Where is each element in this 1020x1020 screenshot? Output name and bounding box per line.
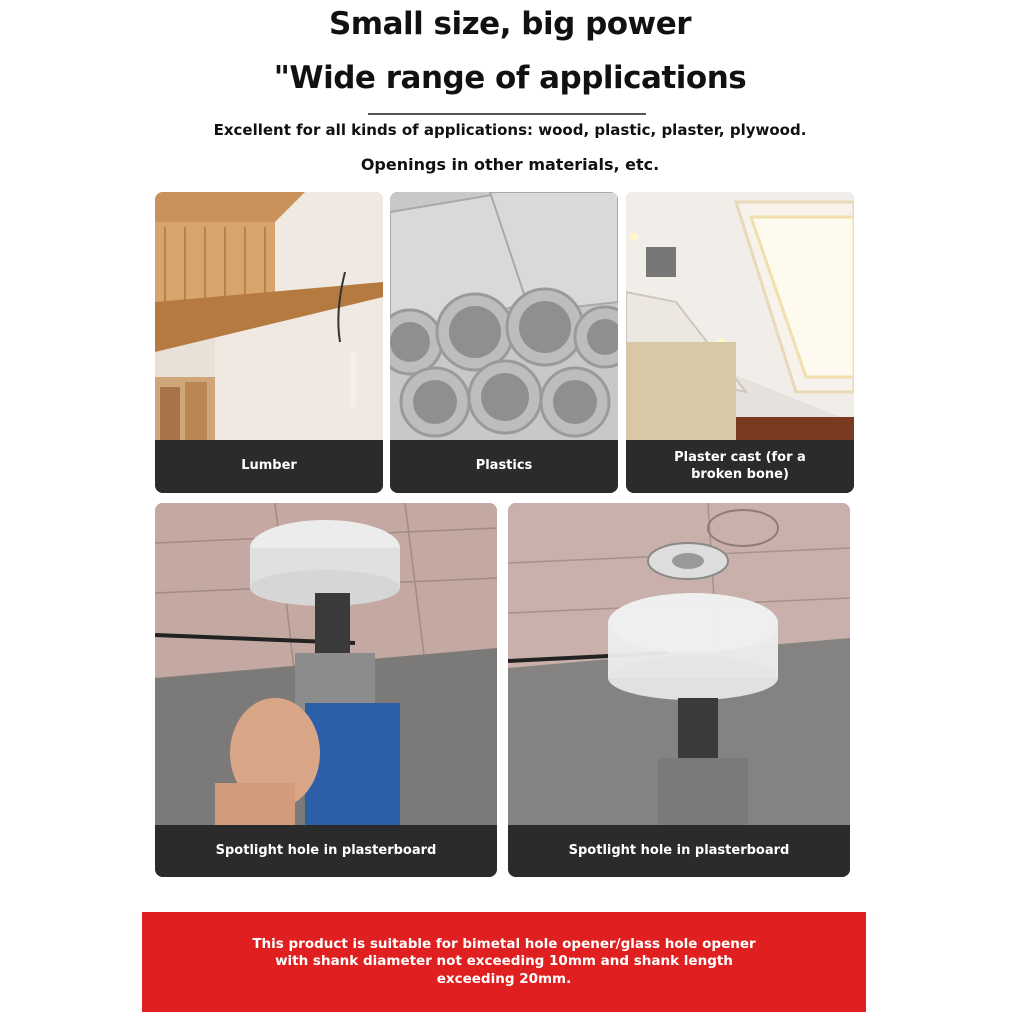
card-label: Spotlight hole in plasterboard: [508, 825, 850, 877]
description-line-2: Openings in other materials, etc.: [360, 155, 660, 174]
headline-title: Small size, big power: [328, 6, 692, 42]
plastics-photo: [390, 192, 618, 440]
card-plaster: [626, 192, 854, 493]
notice-text: This product is suitable for bimetal hole opener/glass hole opener with shank diameter not exceeding 10mm and shank length exceeding 20mm.: [252, 935, 756, 987]
plaster-ceiling-photo: [626, 192, 854, 440]
card-lumber: [155, 192, 383, 493]
card-label: Plaster cast (for a broken bone): [626, 440, 854, 493]
card-plastics: [390, 192, 618, 493]
lumber-photo: [155, 192, 383, 440]
drill-ceiling-photo: [155, 503, 497, 825]
card-spotlight-2: [508, 503, 850, 877]
card-label: Spotlight hole in plasterboard: [155, 825, 497, 877]
card-label: Plastics: [390, 440, 618, 493]
spinning-drill-photo: [508, 503, 850, 825]
title-divider: [368, 113, 646, 115]
headline-subtitle: "Wide range of applications: [273, 60, 747, 96]
card-label: Lumber: [155, 440, 383, 493]
compatibility-notice: [142, 912, 866, 1012]
card-spotlight-1: [155, 503, 497, 877]
description-line-1: Excellent for all kinds of applications: wood, plastic, plaster, plywood.: [213, 121, 807, 139]
